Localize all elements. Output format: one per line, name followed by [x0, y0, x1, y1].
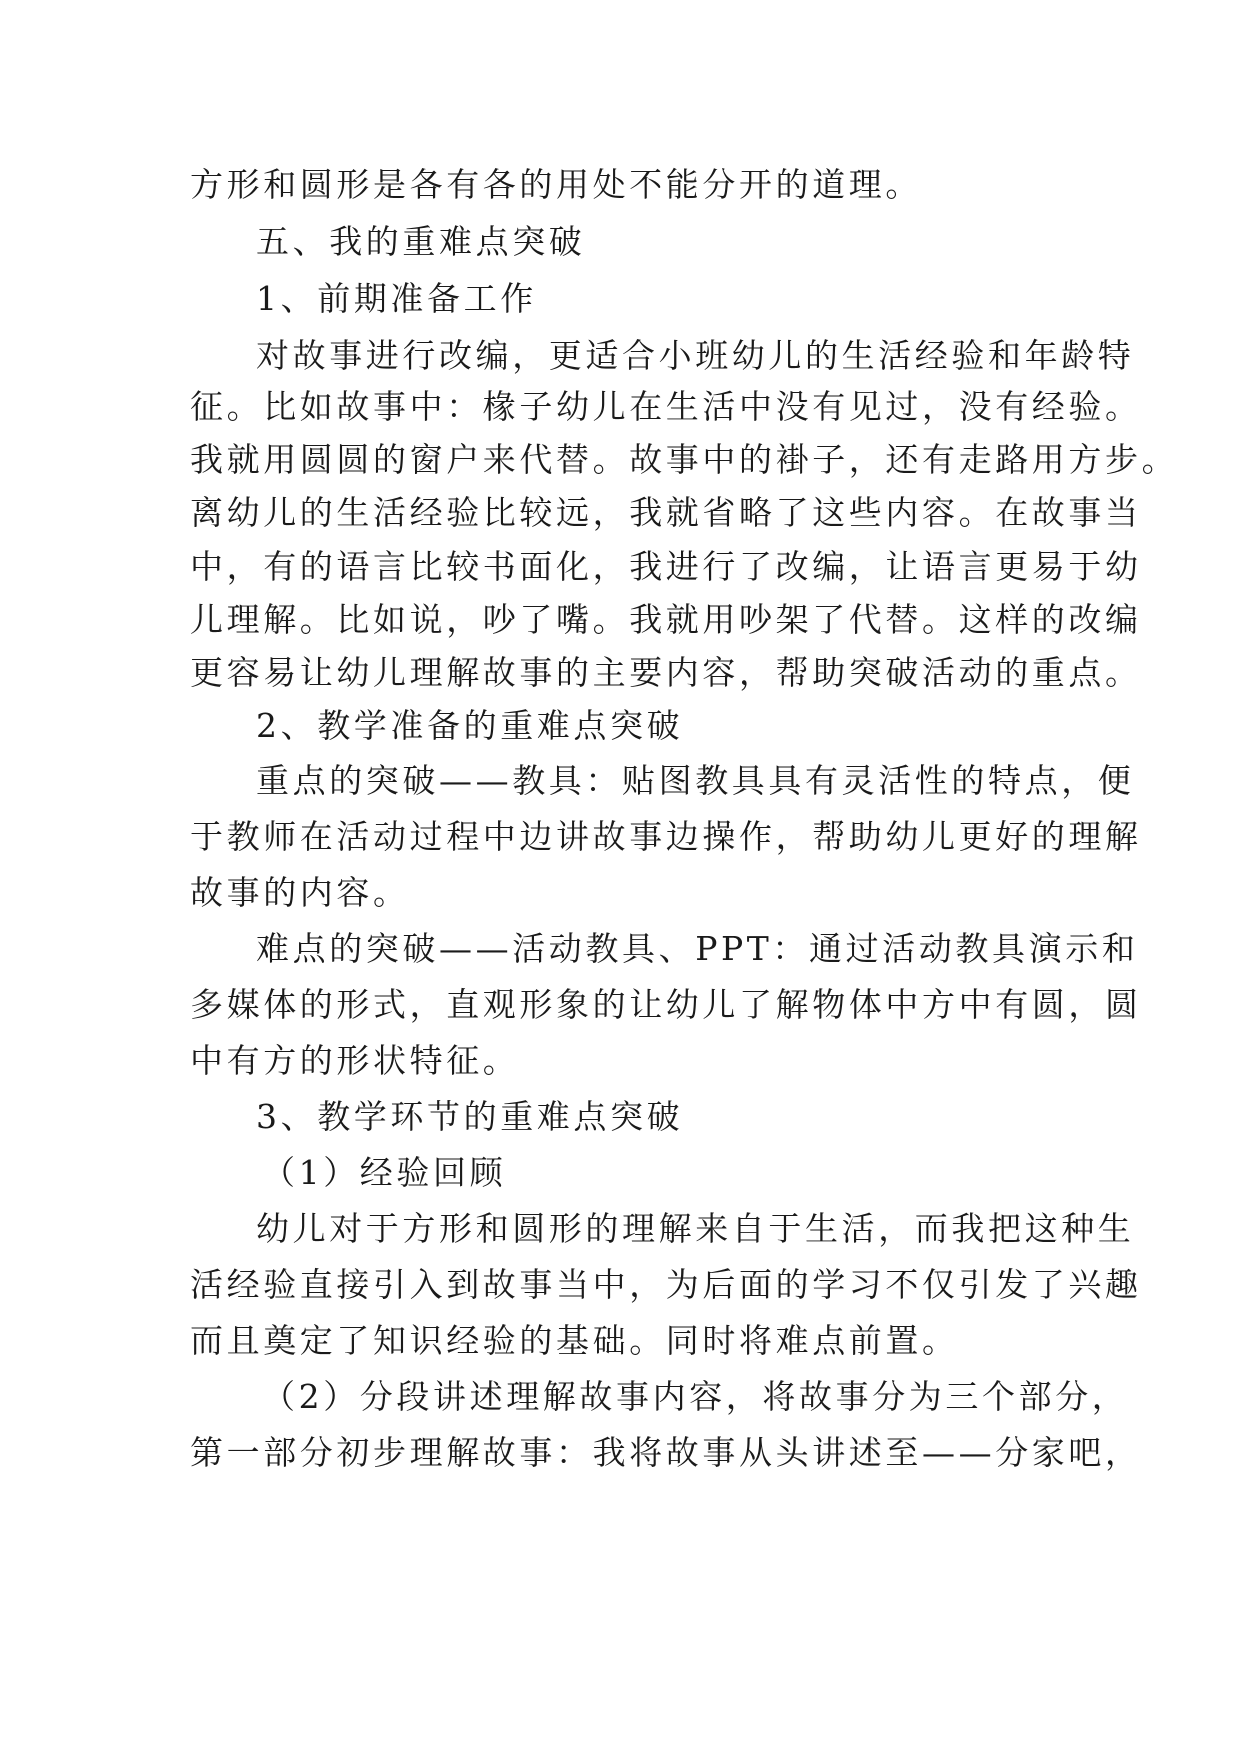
paragraph-line: 难点的突破——活动教具、PPT：通过活动教具演示和: [256, 929, 1139, 968]
list-item-heading-2: （2）分段讲述理解故事内容，将故事分为三个部分，: [262, 1377, 1129, 1416]
subheading-1: 1、前期准备工作: [256, 279, 537, 318]
paragraph-line: 于教师在活动过程中边讲故事边操作，帮助幼儿更好的理解: [190, 817, 1142, 856]
subheading-2: 2、教学准备的重难点突破: [256, 706, 684, 745]
list-item-heading-1: （1）经验回顾: [262, 1153, 507, 1192]
paragraph-line: 更容易让幼儿理解故事的主要内容，帮助突破活动的重点。: [190, 653, 1142, 692]
paragraph-line: 离幼儿的生活经验比较远，我就省略了这些内容。在故事当: [190, 493, 1142, 532]
paragraph-line: 幼儿对于方形和圆形的理解来自于生活，而我把这种生: [256, 1209, 1135, 1248]
paragraph-line: 活经验直接引入到故事当中，为后面的学习不仅引发了兴趣: [190, 1265, 1142, 1304]
paragraph-line: 征。比如故事中：椽子幼儿在生活中没有见过，没有经验。: [190, 387, 1142, 426]
paragraph-line: 而且奠定了知识经验的基础。同时将难点前置。: [190, 1321, 959, 1360]
paragraph-line: 我就用圆圆的窗户来代替。故事中的褂子，还有走路用方步。: [190, 440, 1179, 479]
paragraph-line: 第一部分初步理解故事：我将故事从头讲述至——分家吧，: [190, 1433, 1142, 1472]
subheading-3: 3、教学环节的重难点突破: [256, 1097, 684, 1136]
paragraph-line: 故事的内容。: [190, 873, 410, 912]
paragraph-line: 儿理解。比如说，吵了嘴。我就用吵架了代替。这样的改编: [190, 600, 1142, 639]
paragraph-line: 中，有的语言比较书面化，我进行了改编，让语言更易于幼: [190, 547, 1142, 586]
paragraph-line: 对故事进行改编，更适合小班幼儿的生活经验和年龄特: [256, 336, 1135, 375]
body-line-conclusion: 方形和圆形是各有各的用处不能分开的道理。: [190, 165, 922, 204]
paragraph-line: 中有方的形状特征。: [190, 1041, 520, 1080]
section-heading-5: 五、我的重难点突破: [256, 222, 586, 261]
paragraph-line: 多媒体的形式，直观形象的让幼儿了解物体中方中有圆，圆: [190, 985, 1142, 1024]
paragraph-line: 重点的突破——教具：贴图教具具有灵活性的特点，便: [256, 761, 1135, 800]
